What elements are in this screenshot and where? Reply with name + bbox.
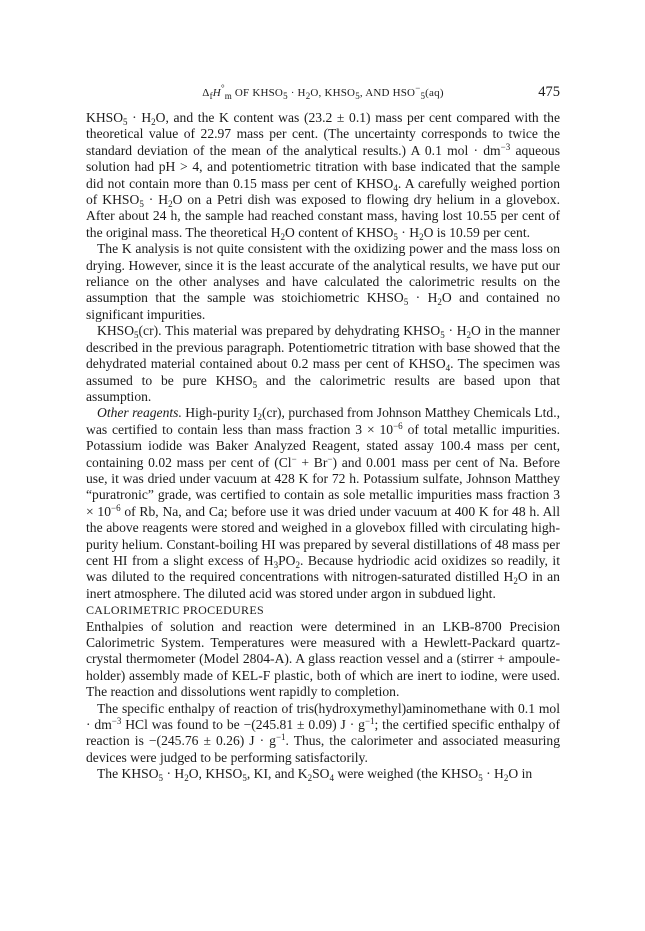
paragraph: The K analysis is not quite consistent with the oxidizing power and the mass loss on drying. However, since it is the least accurate of the analytical results, we have put our reliance on the other analyses and have calculated the calorimetric results on the assumption that the sample was stoichiometric $KHSO_5 \cdot H_2O$ and contained no significant impurities.: [86, 241, 560, 322]
section-heading: CALORIMETRIC PROCEDURES: [86, 603, 264, 618]
page-number: 475: [538, 84, 560, 100]
page-header: [86, 84, 560, 104]
body-text: [86, 110, 560, 783]
paragraph: $KHSO_5 \cdot H_2O$, and the K content was (23.2 ± 0.1) mass per cent compared with the theoretical value of 22.97 mass per cent. (The uncertainty corresponds to twice the standard deviation of the mean of the analytical results.) A 0.1 mol · $dm^{-3}$ aqueous solution had pH > 4, and potentiometric titration with base indicated that the sample did not contain more than 0.15 mass per cent of $KHSO_4$. A carefully weighed portion of $KHSO_5 \cdot H_2O$ on a Petri dish was exposed to flowing dry helium in a glovebox. After about 24 h, the sample had reached constant mass, having lost 10.55 per cent of the original mass. The theoretical $H_2O$ content of $KHSO_5 \cdot H_2O$ is 10.59 per cent.: [86, 110, 561, 242]
paragraph: The $KHSO_5 \cdot H_2O$, $KHSO_5$, KI, and $K_2SO_4$ were weighed (the $KHSO_5 \cdot H_2O$ in: [97, 766, 533, 784]
paragraph: $KHSO_5(cr)$. This material was prepared by dehydrating $KHSO_5 \cdot H_2O$ in the manner described in the previous paragraph. Potentiometric titration with base showed that the dehydrated material contained about 0.2 mass per cent of $KHSO_4$. The specimen was assumed to be pure $KHSO_5$ and the calorimetric results are based upon that assumption.: [86, 323, 560, 404]
paragraph: The specific enthalpy of reaction of tris(hydroxymethyl)aminomethane with 0.1 mol · $dm^{-3}$ HCl was found to be −(245.81 ± 0.09) $J \cdot g^{-1}$; the certified specific enthalpy of reaction is −(245.76 ± 0.26) $J \cdot g^{-1}$. Thus, the calorimeter and associated measuring devices were judged to be performing satisfactorily.: [86, 700, 560, 765]
running-title: $\Delta_fH^\circ_m$ OF $KHSO_5 \cdot H_2O$, $KHSO_5$, AND $HSO^-_5(aq)$: [202, 83, 444, 101]
paragraph: Other reagents. High-purity $I_2(cr)$, purchased from Johnson Matthey Chemicals Ltd., was certified to contain less than mass fraction $3 \times 10^{-6}$ of total metallic impurities. Potassium iodide was Baker Analyzed Reagent, stated assay 100.4 mass per cent, containing 0.02 mass per cent of (Cl− + Br−) and 0.001 mass per cent of Na. Before use, it was dried under vacuum at 428 K for 72 h. Potassium sulfate, Johnson Matthey “puratronic” grade, was certified to contain as sole metallic impurities mass fraction $3 \times 10^{-6}$ of Rb, Na, and Ca; before use it was dried under vacuum at 400 K for 48 h. All the above reagents were stored and weighed in a glovebox filled with circulating high-purity helium. Constant-boiling HI was prepared by several distillations of 48 mass per cent HI from a slight excess of $H_3PO_2$. Because hydriodic acid oxidizes so readily, it was diluted to the required concentrations with nitrogen-saturated distilled $H_2O$ in an inert atmosphere. The diluted acid was stored under argon in subdued light.: [86, 405, 560, 601]
paragraph: Enthalpies of solution and reaction were determined in an LKB-8700 Precision Calorimetric System. Temperatures were measured with a Hewlett-Packard quartz-crystal thermometer (Model 2804-A). A glass reaction vessel and a (stirrer + ampoule-holder) assembly made of KEL-F plastic, both of which are inert to iodine, were used. The reaction and dissolutions went rapidly to completion.: [86, 618, 560, 700]
